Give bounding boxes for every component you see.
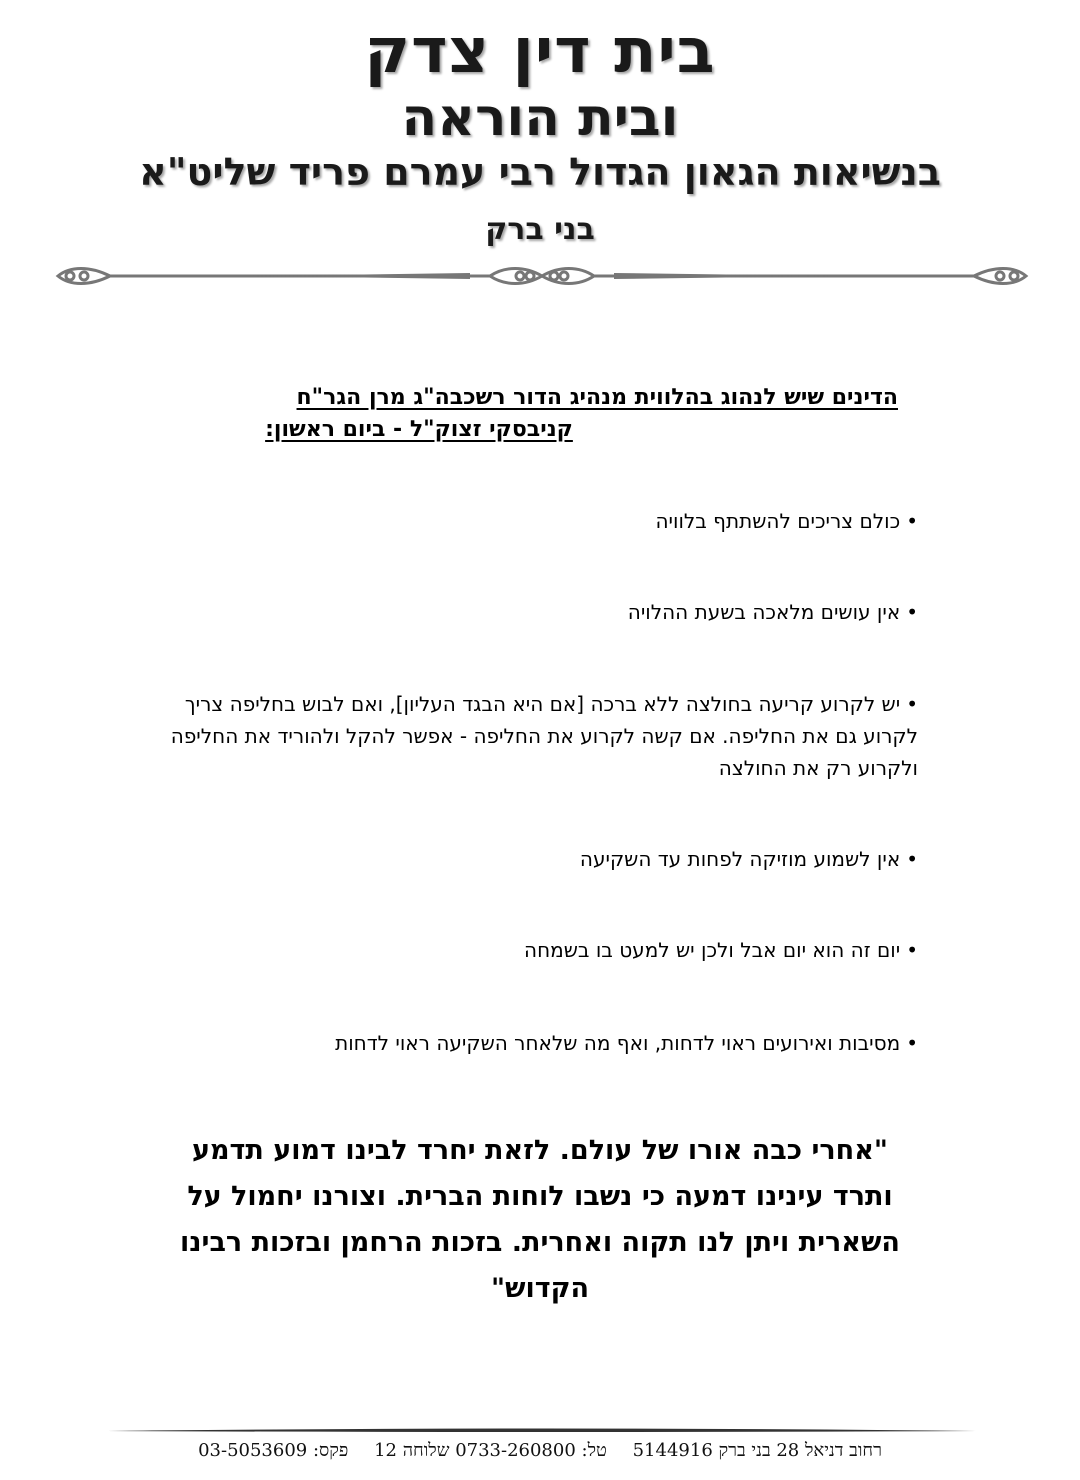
court-name-title: בית דין צדק	[364, 14, 716, 87]
list-item-text: יום זה הוא יום אבל ולכן יש למעט בו בשמחה	[524, 938, 901, 962]
court-subtitle: ובית הוראה	[401, 88, 679, 148]
bullet-icon: •	[906, 847, 918, 871]
footer-divider	[108, 1424, 976, 1438]
city-line: בני ברק	[485, 212, 595, 247]
list-item	[158, 596, 918, 628]
ornamental-divider	[50, 258, 1034, 294]
list-item	[158, 1027, 918, 1059]
bullet-icon: •	[906, 509, 918, 533]
list-item-text: מסיבות ואירועים ראוי לדחות, ואף מה שלאחר השקיעה ראוי לדחות	[335, 1031, 901, 1055]
list-item	[158, 688, 918, 784]
list-item	[158, 505, 918, 537]
title-line-2: קניבסקי זצוק"ל - ביום ראשון:	[265, 417, 573, 442]
list-item	[158, 934, 918, 966]
list-item-text: אין לשמוע מוזיקה לפחות עד השקיעה	[579, 847, 901, 871]
footer-contact	[0, 1440, 1080, 1461]
list-item-text: אין עושים מלאכה בשעת ההלויה	[627, 600, 901, 624]
list-item-text: יש לקרוע קריעה בחולצה ללא ברכה [אם היא הבגד העליון], ואם לבוש בחליפה צריך לקרוע גם את החליפה. אם קשה לקרוע את החליפה - אפשר להקל ולהוריד את החליפה ולקרוע רק את החולצה	[170, 692, 918, 780]
bullet-icon: •	[906, 692, 918, 716]
presidency-line: בנשיאות הגאון הגדול רבי עמרם פריד שליט"א	[139, 150, 941, 194]
closing-quote: "אחרי כבה אורו של עולם. לזאת יחרד לבינו דמוע תדמע ותרד עינינו דמעה כי נשבו לוחות הברית. וצורנו יחמול על השארית ויתן לנו תקוה ואחרית. בזכות הרחמן ובזכות רבינו הקדוש"	[180, 1135, 900, 1304]
document-title	[170, 382, 898, 446]
list-item-text: כולם צריכים להשתתף בלוויה	[655, 509, 901, 533]
footer-address: רחוב דניאל 28 בני ברק 5144916	[632, 1440, 882, 1461]
footer-fax: פקס: 03-5053609	[198, 1440, 349, 1461]
bullet-icon: •	[906, 1031, 918, 1055]
footer-phone: טל: 0733-260800 שלוחה 12	[374, 1440, 607, 1461]
list-item	[158, 843, 918, 875]
bullet-icon: •	[906, 600, 918, 624]
title-line-1: הדינים שיש לנהוג בהלווית מנהיג הדור רשכבה"ג מרן הגר"ח	[296, 385, 898, 410]
bullet-icon: •	[906, 938, 918, 962]
